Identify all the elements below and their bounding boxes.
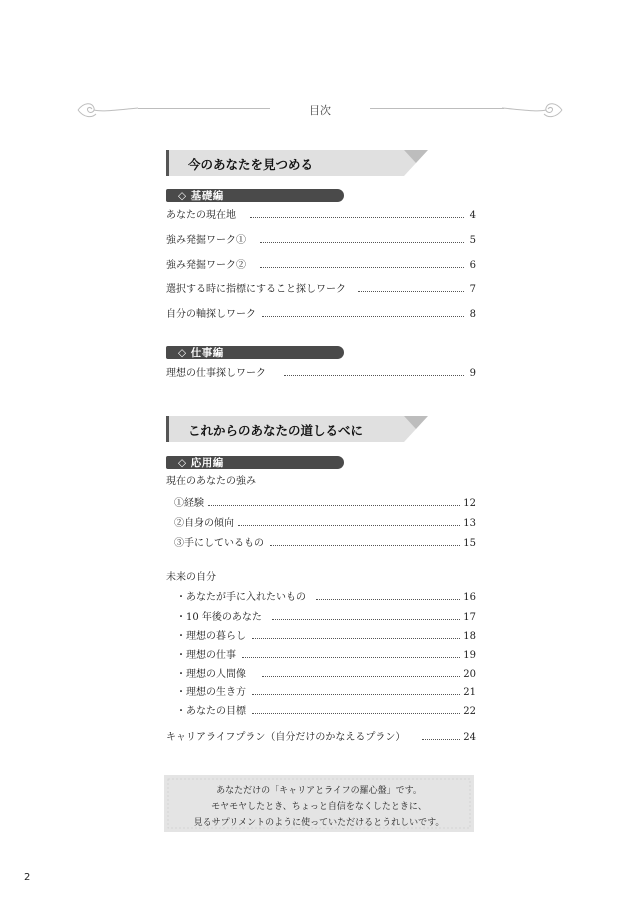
entry-title: ・理想の生き方 bbox=[176, 687, 246, 698]
leader-dots bbox=[250, 209, 464, 223]
category-label bbox=[166, 456, 344, 469]
entry-title: 選択する時に指標にすること探しワーク bbox=[166, 284, 346, 295]
entry-page: 16 bbox=[463, 592, 476, 603]
toc-entry[interactable] bbox=[166, 731, 476, 745]
category-label bbox=[166, 189, 344, 202]
entry-title: 自分の軸探しワーク bbox=[166, 309, 256, 320]
toc-entry[interactable] bbox=[166, 209, 476, 223]
section-banner bbox=[166, 150, 428, 176]
message-line: 見るサプリメントのように使っていただけるとうれしいです。 bbox=[193, 818, 445, 828]
entry-page: 8 bbox=[469, 309, 476, 320]
leader-dots bbox=[260, 259, 464, 273]
entry-page: 15 bbox=[463, 538, 476, 549]
leader-dots bbox=[208, 497, 460, 511]
toc-entry[interactable] bbox=[166, 367, 476, 381]
entry-page: 18 bbox=[463, 631, 476, 642]
entry-title: ・あなたの目標 bbox=[176, 706, 246, 717]
entry-title: ①経験 bbox=[174, 498, 204, 509]
leader-dots bbox=[252, 686, 460, 700]
leader-dots bbox=[422, 731, 460, 745]
entry-title: ・理想の人間像 bbox=[176, 669, 246, 680]
entry-page: 13 bbox=[463, 518, 476, 529]
toc-entry[interactable] bbox=[176, 611, 476, 625]
toc-entry[interactable] bbox=[174, 537, 476, 551]
toc-entry[interactable] bbox=[166, 234, 476, 248]
leader-dots bbox=[272, 611, 460, 625]
message-line: モヤモヤしたとき、ちょっと自信をなくしたときに、 bbox=[211, 802, 427, 812]
entry-title: 強み発掘ワーク② bbox=[166, 260, 246, 271]
leader-dots bbox=[242, 649, 460, 663]
entry-page: 12 bbox=[463, 498, 476, 509]
toc-entry[interactable] bbox=[174, 497, 476, 511]
entry-title: ・あなたが手に入れたいもの bbox=[176, 592, 306, 603]
entry-title: キャリアライフプラン（自分だけのかなえるプラン） bbox=[166, 732, 406, 743]
section-title: これからのあなたの道しるべに bbox=[188, 423, 364, 438]
leader-dots bbox=[238, 517, 460, 531]
leader-dots bbox=[262, 668, 460, 682]
category-label-text: ◇ 仕事編 bbox=[178, 347, 224, 359]
entry-page: 24 bbox=[463, 732, 476, 743]
entry-title: ・理想の仕事 bbox=[176, 650, 236, 661]
message-line: あなただけの「キャリアとライフの羅心盤」です。 bbox=[216, 786, 422, 796]
leader-dots bbox=[262, 308, 464, 322]
leader-dots bbox=[270, 537, 460, 551]
entry-page: 19 bbox=[463, 650, 476, 661]
toc-entry[interactable] bbox=[176, 630, 476, 644]
header-rule-right bbox=[370, 108, 504, 109]
leader-dots bbox=[358, 283, 464, 297]
toc-entry[interactable] bbox=[176, 686, 476, 700]
leader-dots bbox=[252, 705, 460, 719]
leader-dots bbox=[252, 630, 460, 644]
entry-title: あなたの現在地 bbox=[166, 210, 236, 221]
subsection-heading: 未来の自分 bbox=[166, 572, 216, 583]
entry-title: 強み発掘ワーク① bbox=[166, 235, 246, 246]
entry-page: 17 bbox=[463, 612, 476, 623]
toc-entry[interactable] bbox=[166, 259, 476, 273]
toc-title: 目次 bbox=[309, 104, 331, 117]
entry-page: 22 bbox=[463, 706, 476, 717]
entry-title: ・10 年後のあなた bbox=[176, 612, 262, 623]
leader-dots bbox=[260, 234, 464, 248]
entry-page: 4 bbox=[469, 210, 476, 221]
toc-entry[interactable] bbox=[166, 308, 476, 322]
toc-entry[interactable] bbox=[176, 705, 476, 719]
category-label-text: ◇ 応用編 bbox=[178, 457, 224, 469]
toc-entry[interactable] bbox=[176, 668, 476, 682]
entry-page: 7 bbox=[469, 284, 476, 295]
leader-dots bbox=[284, 367, 464, 381]
right-ornament-icon bbox=[500, 100, 564, 120]
entry-title: ②自身の傾向 bbox=[174, 518, 234, 529]
entry-title: ③手にしているもの bbox=[174, 538, 264, 549]
entry-page: 5 bbox=[469, 235, 476, 246]
leader-dots bbox=[316, 591, 460, 605]
entry-page: 6 bbox=[469, 260, 476, 271]
subsection-heading: 現在のあなたの強み bbox=[166, 476, 256, 487]
entry-page: 20 bbox=[463, 669, 476, 680]
section-banner bbox=[166, 416, 428, 442]
toc-entry[interactable] bbox=[166, 283, 476, 297]
entry-page: 21 bbox=[463, 687, 476, 698]
entry-page: 9 bbox=[469, 368, 476, 379]
toc-entry[interactable] bbox=[174, 517, 476, 531]
section-title: 今のあなたを見つめる bbox=[188, 157, 314, 172]
category-label bbox=[166, 346, 344, 359]
entry-title: ・理想の暮らし bbox=[176, 631, 246, 642]
message-box bbox=[164, 775, 474, 832]
entry-title: 理想の仕事探しワーク bbox=[166, 368, 266, 379]
category-label-text: ◇ 基礎編 bbox=[178, 190, 224, 202]
toc-entry[interactable] bbox=[176, 591, 476, 605]
page-number: 2 bbox=[24, 872, 31, 883]
toc-entry[interactable] bbox=[176, 649, 476, 663]
